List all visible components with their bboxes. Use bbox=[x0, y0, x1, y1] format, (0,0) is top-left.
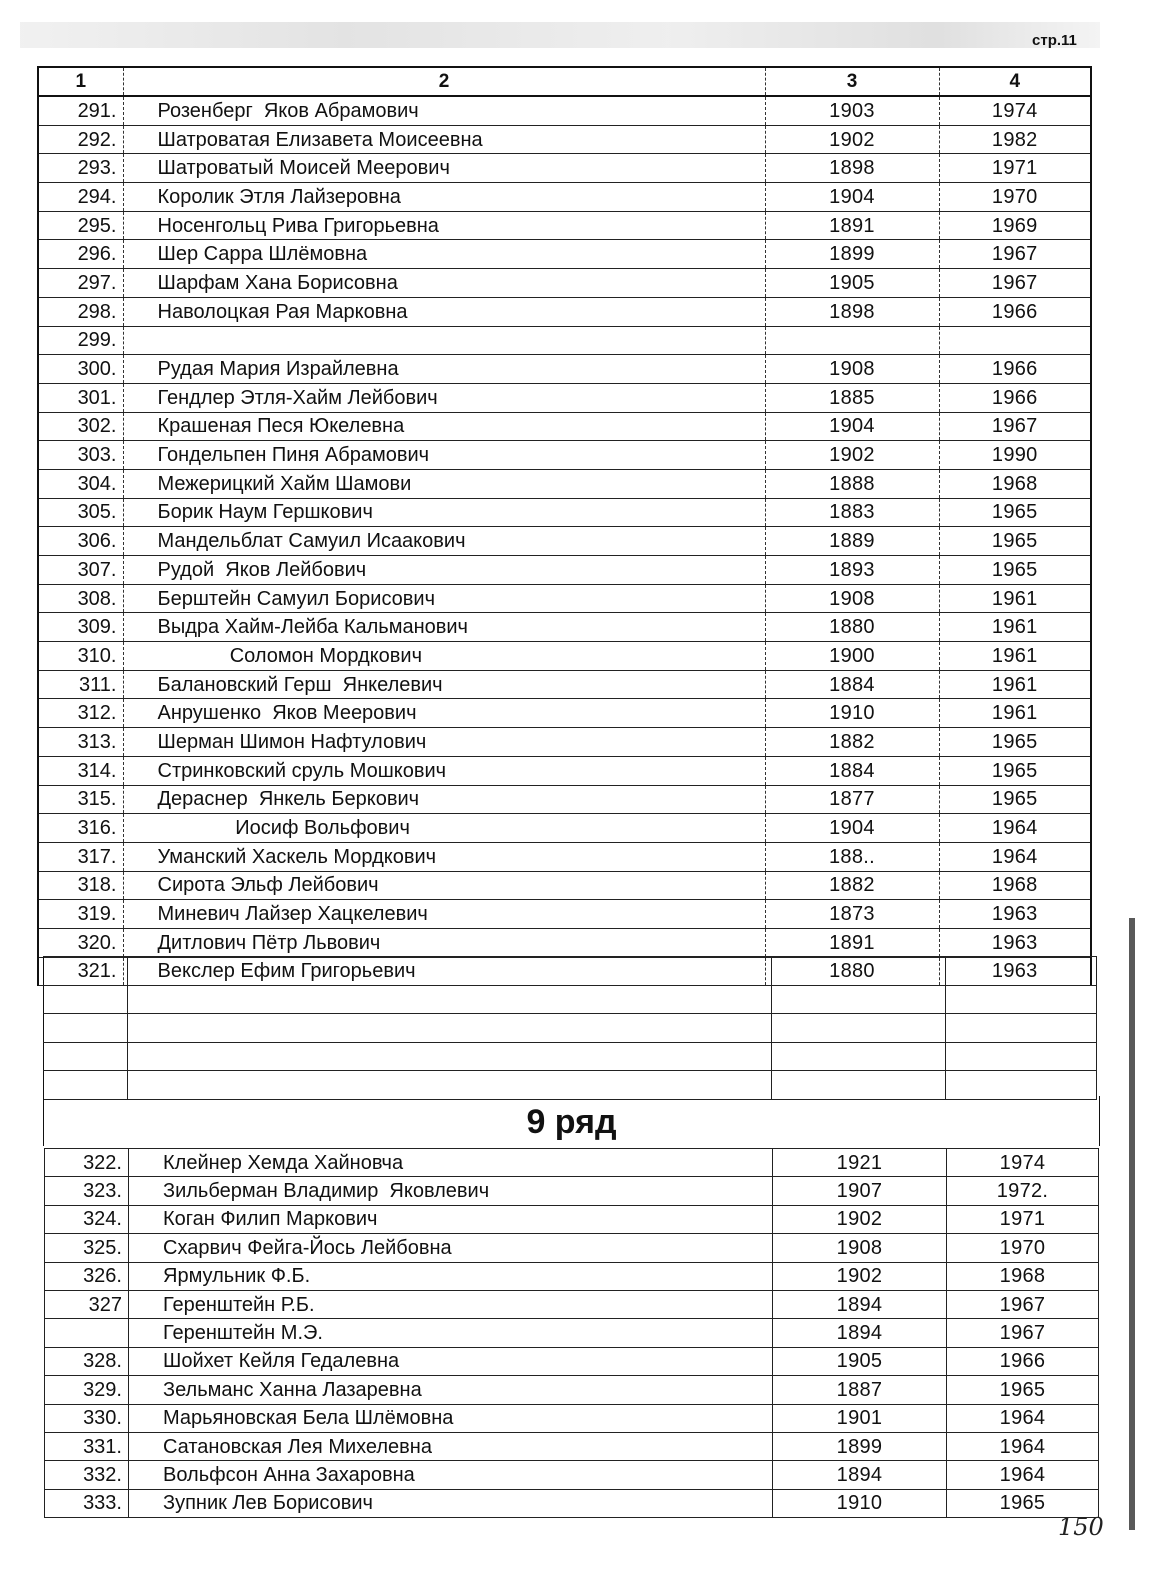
death-year: 1961 bbox=[939, 642, 1091, 671]
table-row bbox=[38, 383, 1091, 412]
row-number: 328. bbox=[45, 1347, 129, 1375]
blank-row bbox=[44, 1042, 1097, 1071]
birth-year: 1904 bbox=[765, 814, 939, 843]
death-year: 1964 bbox=[939, 814, 1091, 843]
person-name: Гендлер Этля-Хайм Лейбович bbox=[123, 383, 765, 412]
death-year: 1982 bbox=[939, 125, 1091, 154]
birth-year: 1888 bbox=[765, 469, 939, 498]
death-year: 1964 bbox=[947, 1432, 1099, 1460]
death-year: 1963 bbox=[939, 900, 1091, 929]
table-row bbox=[38, 584, 1091, 613]
table-row bbox=[45, 1290, 1099, 1318]
birth-year: 188.. bbox=[765, 842, 939, 871]
row-number: 331. bbox=[45, 1432, 129, 1460]
row-number: 327 bbox=[45, 1290, 129, 1318]
birth-year: 1902 bbox=[765, 125, 939, 154]
row-number: 300. bbox=[38, 355, 123, 384]
birth-year: 1880 bbox=[765, 613, 939, 642]
person-name: Мандельблат Самуил Исаакович bbox=[123, 527, 765, 556]
header-col-4: 4 bbox=[939, 67, 1091, 96]
table-row bbox=[45, 1461, 1099, 1489]
row-number: 305. bbox=[38, 498, 123, 527]
blank-cell bbox=[128, 1014, 772, 1043]
death-year: 1970 bbox=[947, 1234, 1099, 1262]
row-number: 318. bbox=[38, 871, 123, 900]
birth-year: 1908 bbox=[765, 584, 939, 613]
burial-table-part1 bbox=[37, 66, 1092, 986]
person-name: Миневич Лайзер Хацкелевич bbox=[123, 900, 765, 929]
row-number: 303. bbox=[38, 441, 123, 470]
blank-cell bbox=[772, 957, 946, 986]
person-name: Крашеная Песя Юкелевна bbox=[123, 412, 765, 441]
person-name: Векслер Ефим Григорьевич bbox=[123, 957, 765, 986]
table-row bbox=[38, 125, 1091, 154]
row-number: 309. bbox=[38, 613, 123, 642]
person-name: Анрушенко Яков Меерович bbox=[123, 699, 765, 728]
birth-year: 1873 bbox=[765, 900, 939, 929]
birth-year: 1904 bbox=[765, 412, 939, 441]
birth-year: 1882 bbox=[765, 728, 939, 757]
person-name: Клейнер Хемда Хайновча bbox=[129, 1149, 773, 1177]
person-name: Королик Этля Лайзеровна bbox=[123, 183, 765, 212]
table-header-row bbox=[38, 67, 1091, 96]
row-number: 311. bbox=[38, 670, 123, 699]
death-year: 1967 bbox=[939, 412, 1091, 441]
row-number: 325. bbox=[45, 1234, 129, 1262]
row-number: 315. bbox=[38, 785, 123, 814]
birth-year: 1885 bbox=[765, 383, 939, 412]
person-name: Борик Наум Гершкович bbox=[123, 498, 765, 527]
table-row bbox=[45, 1432, 1099, 1460]
row-number: 293. bbox=[38, 154, 123, 183]
table-row bbox=[38, 297, 1091, 326]
blank-cell bbox=[946, 985, 1097, 1014]
death-year: 1965 bbox=[939, 498, 1091, 527]
row-number: 320. bbox=[38, 928, 123, 957]
row-number: 304. bbox=[38, 469, 123, 498]
birth-year: 1905 bbox=[773, 1347, 947, 1375]
birth-year: 1902 bbox=[773, 1262, 947, 1290]
person-name: Берштейн Самуил Борисович bbox=[123, 584, 765, 613]
person-name: Сирота Эльф Лейбович bbox=[123, 871, 765, 900]
row-number: 321. bbox=[38, 957, 123, 986]
birth-year: 1887 bbox=[773, 1376, 947, 1404]
birth-year: 1900 bbox=[765, 642, 939, 671]
person-name: Шатроватый Моисей Меерович bbox=[123, 154, 765, 183]
person-name: Стринковский сруль Мошкович bbox=[123, 756, 765, 785]
header-col-2: 2 bbox=[123, 67, 765, 96]
table-row bbox=[38, 412, 1091, 441]
blank-cell bbox=[946, 1014, 1097, 1043]
birth-year: 1894 bbox=[773, 1319, 947, 1347]
blank-row bbox=[44, 957, 1097, 986]
death-year: 1965 bbox=[939, 756, 1091, 785]
row-number: 313. bbox=[38, 728, 123, 757]
person-name bbox=[123, 326, 765, 355]
blank-cell bbox=[44, 1014, 128, 1043]
table-row bbox=[45, 1376, 1099, 1404]
table-row bbox=[38, 326, 1091, 355]
death-year: 1965 bbox=[939, 785, 1091, 814]
person-name: Коган Филип Маркович bbox=[129, 1205, 773, 1233]
table-row bbox=[38, 269, 1091, 298]
scan-edge-shading bbox=[20, 22, 1100, 48]
birth-year: 1893 bbox=[765, 556, 939, 585]
page-label: стр.11 bbox=[1032, 32, 1077, 49]
row-number: 295. bbox=[38, 211, 123, 240]
person-name: Марьяновская Бела Шлёмовна bbox=[129, 1404, 773, 1432]
birth-year: 1894 bbox=[773, 1461, 947, 1489]
person-name: Схарвич Фейга-Йось Лейбовна bbox=[129, 1234, 773, 1262]
table-body-part2 bbox=[45, 1149, 1099, 1518]
blank-cell bbox=[128, 957, 772, 986]
table-row bbox=[38, 355, 1091, 384]
birth-year: 1899 bbox=[773, 1432, 947, 1460]
birth-year: 1889 bbox=[765, 527, 939, 556]
table-row bbox=[38, 154, 1091, 183]
birth-year: 1905 bbox=[765, 269, 939, 298]
birth-year: 1902 bbox=[773, 1205, 947, 1233]
death-year bbox=[939, 326, 1091, 355]
table-row bbox=[38, 613, 1091, 642]
death-year: 1967 bbox=[939, 269, 1091, 298]
table-row bbox=[38, 211, 1091, 240]
row-number: 332. bbox=[45, 1461, 129, 1489]
row-number: 316. bbox=[38, 814, 123, 843]
row-number: 329. bbox=[45, 1376, 129, 1404]
person-name: Дераcнер Янкель Беркович bbox=[123, 785, 765, 814]
birth-year: 1902 bbox=[765, 441, 939, 470]
row-number: 333. bbox=[45, 1489, 129, 1517]
person-name: Рудая Мария Израйлевна bbox=[123, 355, 765, 384]
death-year: 1972. bbox=[947, 1177, 1099, 1205]
person-name: Балановский Герш Янкелевич bbox=[123, 670, 765, 699]
row-number: 324. bbox=[45, 1205, 129, 1233]
blank-cell bbox=[946, 1042, 1097, 1071]
death-year: 1967 bbox=[939, 240, 1091, 269]
birth-year: 1884 bbox=[765, 756, 939, 785]
table-row bbox=[38, 642, 1091, 671]
death-year: 1967 bbox=[947, 1319, 1099, 1347]
blank-cell bbox=[772, 985, 946, 1014]
table-row bbox=[45, 1404, 1099, 1432]
table-row bbox=[38, 469, 1091, 498]
row-number: 291. bbox=[38, 96, 123, 125]
table-row bbox=[45, 1149, 1099, 1177]
death-year: 1961 bbox=[939, 613, 1091, 642]
handwritten-page-number: 150 bbox=[1058, 1513, 1104, 1541]
table-row bbox=[45, 1347, 1099, 1375]
table-row bbox=[38, 699, 1091, 728]
person-name: Носенгольц Рива Григорьевна bbox=[123, 211, 765, 240]
table-row bbox=[38, 96, 1091, 125]
table-row bbox=[38, 527, 1091, 556]
table-row bbox=[38, 670, 1091, 699]
row-number: 326. bbox=[45, 1262, 129, 1290]
death-year: 1967 bbox=[947, 1290, 1099, 1318]
death-year: 1969 bbox=[939, 211, 1091, 240]
blank-cell bbox=[44, 1042, 128, 1071]
blank-cell bbox=[44, 985, 128, 1014]
death-year: 1968 bbox=[947, 1262, 1099, 1290]
person-name: Шерман Шимон Нафтулович bbox=[123, 728, 765, 757]
person-name: Выдра Хайм-Лейба Кальманович bbox=[123, 613, 765, 642]
table-row bbox=[38, 498, 1091, 527]
person-name: Сатановская Лея Михелевна bbox=[129, 1432, 773, 1460]
birth-year: 1884 bbox=[765, 670, 939, 699]
death-year: 1968 bbox=[939, 469, 1091, 498]
birth-year: 1910 bbox=[765, 699, 939, 728]
death-year: 1965 bbox=[939, 556, 1091, 585]
table-row bbox=[38, 928, 1091, 957]
row-number bbox=[45, 1319, 129, 1347]
table-row bbox=[38, 240, 1091, 269]
blank-cell bbox=[44, 957, 128, 986]
row-number: 314. bbox=[38, 756, 123, 785]
death-year: 1961 bbox=[939, 699, 1091, 728]
death-year: 1966 bbox=[939, 383, 1091, 412]
birth-year: 1883 bbox=[765, 498, 939, 527]
person-name: Розенберг Яков Абрамович bbox=[123, 96, 765, 125]
section-title: 9 ряд bbox=[43, 1096, 1100, 1146]
death-year: 1974 bbox=[939, 96, 1091, 125]
death-year: 1970 bbox=[939, 183, 1091, 212]
death-year: 1974 bbox=[947, 1149, 1099, 1177]
table-row bbox=[38, 441, 1091, 470]
blank-cell bbox=[128, 985, 772, 1014]
blank-row bbox=[44, 1014, 1097, 1043]
birth-year: 1877 bbox=[765, 785, 939, 814]
row-number: 297. bbox=[38, 269, 123, 298]
header-col-3: 3 bbox=[765, 67, 939, 96]
row-number: 302. bbox=[38, 412, 123, 441]
blank-cell bbox=[772, 1014, 946, 1043]
table-row bbox=[38, 814, 1091, 843]
row-number: 319. bbox=[38, 900, 123, 929]
death-year: 1965 bbox=[939, 728, 1091, 757]
table-row bbox=[38, 183, 1091, 212]
table-body-part1 bbox=[38, 96, 1091, 986]
death-year: 1966 bbox=[939, 297, 1091, 326]
death-year: 1964 bbox=[939, 842, 1091, 871]
person-name: Соломон Мордкович bbox=[123, 642, 765, 671]
table-row bbox=[38, 871, 1091, 900]
person-name: Геренштейн Р.Б. bbox=[129, 1290, 773, 1318]
row-number: 306. bbox=[38, 527, 123, 556]
person-name: Вольфсон Анна Захаровна bbox=[129, 1461, 773, 1489]
person-name: Шатроватая Елизавета Моисеевна bbox=[123, 125, 765, 154]
table-row bbox=[45, 1177, 1099, 1205]
death-year: 1961 bbox=[939, 584, 1091, 613]
blank-cell bbox=[946, 957, 1097, 986]
table-row bbox=[38, 900, 1091, 929]
birth-year: 1908 bbox=[773, 1234, 947, 1262]
birth-year: 1907 bbox=[773, 1177, 947, 1205]
row-number: 323. bbox=[45, 1177, 129, 1205]
birth-year: 1903 bbox=[765, 96, 939, 125]
person-name: Иосиф Вольфович bbox=[123, 814, 765, 843]
death-year: 1965 bbox=[947, 1376, 1099, 1404]
person-name: Зупник Лев Борисович bbox=[129, 1489, 773, 1517]
row-number: 301. bbox=[38, 383, 123, 412]
row-number: 330. bbox=[45, 1404, 129, 1432]
death-year: 1968 bbox=[939, 871, 1091, 900]
birth-year: 1904 bbox=[765, 183, 939, 212]
death-year: 1964 bbox=[947, 1404, 1099, 1432]
birth-year: 1898 bbox=[765, 154, 939, 183]
person-name: Межерицкий Хайм Шамови bbox=[123, 469, 765, 498]
table-row bbox=[45, 1234, 1099, 1262]
row-number: 292. bbox=[38, 125, 123, 154]
row-number: 299. bbox=[38, 326, 123, 355]
table-row bbox=[38, 556, 1091, 585]
birth-year: 1891 bbox=[765, 928, 939, 957]
person-name: Зельманс Ханна Лазаревна bbox=[129, 1376, 773, 1404]
person-name: Рудой Яков Лейбович bbox=[123, 556, 765, 585]
blank-rows bbox=[43, 956, 1097, 1100]
table-row bbox=[45, 1489, 1099, 1517]
row-number: 298. bbox=[38, 297, 123, 326]
death-year: 1961 bbox=[939, 670, 1091, 699]
birth-year: 1921 bbox=[773, 1149, 947, 1177]
birth-year bbox=[765, 326, 939, 355]
row-number: 312. bbox=[38, 699, 123, 728]
table-row bbox=[45, 1319, 1099, 1347]
blank-cell bbox=[128, 1042, 772, 1071]
person-name: Дитлович Пётр Львович bbox=[123, 928, 765, 957]
birth-year: 1898 bbox=[765, 297, 939, 326]
row-number: 296. bbox=[38, 240, 123, 269]
death-year: 1965 bbox=[947, 1489, 1099, 1517]
row-number: 294. bbox=[38, 183, 123, 212]
birth-year: 1899 bbox=[765, 240, 939, 269]
death-year: 1966 bbox=[947, 1347, 1099, 1375]
blank-row bbox=[44, 985, 1097, 1014]
table-row bbox=[38, 756, 1091, 785]
row-number: 310. bbox=[38, 642, 123, 671]
row-number: 308. bbox=[38, 584, 123, 613]
death-year: 1971 bbox=[939, 154, 1091, 183]
row-number: 322. bbox=[45, 1149, 129, 1177]
table-row bbox=[38, 842, 1091, 871]
person-name: Шойхет Кейля Гедалевна bbox=[129, 1347, 773, 1375]
death-year: 1963 bbox=[939, 928, 1091, 957]
birth-year: 1894 bbox=[773, 1290, 947, 1318]
table-row bbox=[38, 785, 1091, 814]
row-number: 317. bbox=[38, 842, 123, 871]
birth-year: 1882 bbox=[765, 871, 939, 900]
table-row bbox=[45, 1205, 1099, 1233]
table-row bbox=[45, 1262, 1099, 1290]
death-year: 1963 bbox=[939, 957, 1091, 986]
person-name: Гондельпен Пиня Абрамович bbox=[123, 441, 765, 470]
person-name: Геренштейн М.Э. bbox=[129, 1319, 773, 1347]
birth-year: 1910 bbox=[773, 1489, 947, 1517]
death-year: 1990 bbox=[939, 441, 1091, 470]
person-name: Наволоцкая Рая Марковна bbox=[123, 297, 765, 326]
row-number: 307. bbox=[38, 556, 123, 585]
death-year: 1971 bbox=[947, 1205, 1099, 1233]
person-name: Уманский Хаскель Мордкович bbox=[123, 842, 765, 871]
birth-year: 1880 bbox=[765, 957, 939, 986]
birth-year: 1908 bbox=[765, 355, 939, 384]
scan-edge-mark bbox=[1129, 918, 1135, 1530]
header-col-1: 1 bbox=[38, 67, 123, 96]
blank-cell bbox=[772, 1042, 946, 1071]
person-name: Шарфам Хана Борисовна bbox=[123, 269, 765, 298]
birth-year: 1891 bbox=[765, 211, 939, 240]
birth-year: 1901 bbox=[773, 1404, 947, 1432]
person-name: Зильберман Владимир Яковлевич bbox=[129, 1177, 773, 1205]
death-year: 1966 bbox=[939, 355, 1091, 384]
person-name: Ярмульник Ф.Б. bbox=[129, 1262, 773, 1290]
death-year: 1964 bbox=[947, 1461, 1099, 1489]
death-year: 1965 bbox=[939, 527, 1091, 556]
table-row bbox=[38, 728, 1091, 757]
person-name: Шер Сарра Шлёмовна bbox=[123, 240, 765, 269]
burial-table-part2 bbox=[44, 1148, 1099, 1518]
